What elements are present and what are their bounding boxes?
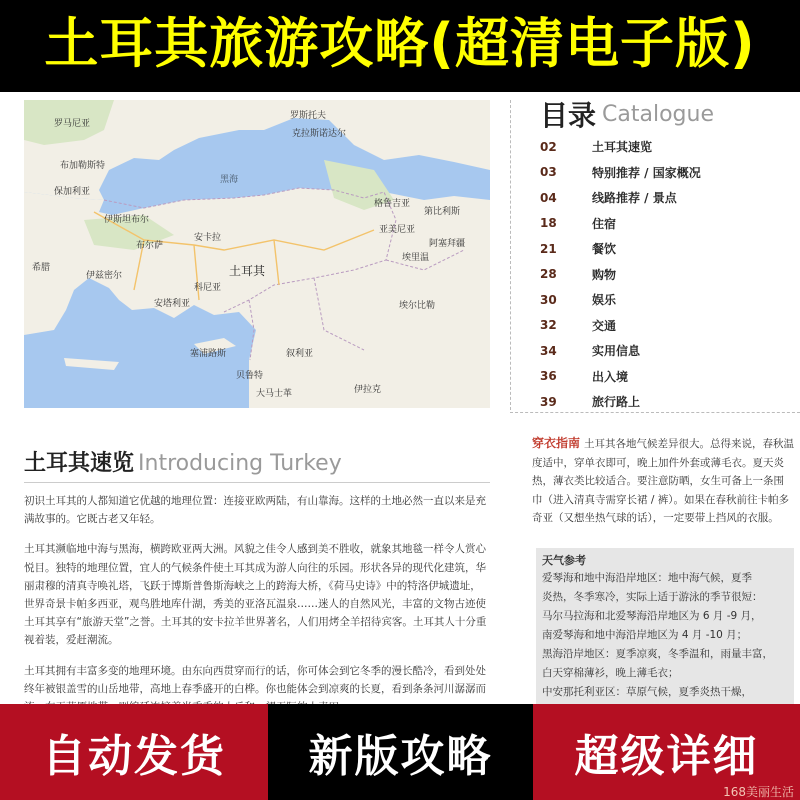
map-label-damascus: 大马士革 — [256, 389, 293, 399]
intro-body — [24, 492, 490, 704]
auto-delivery-label: 自动发货 — [0, 704, 268, 800]
weather-line: 白天穿棉薄衫，晚上薄毛衣； — [542, 667, 679, 679]
catalogue-page: 02 — [540, 139, 557, 154]
map-label-turkey: 土耳其 — [229, 264, 266, 278]
bottom-bar — [0, 704, 800, 800]
catalogue-title: 土耳其速览 — [592, 140, 653, 155]
intro-title-zh: 土耳其速览 — [24, 451, 135, 476]
map-label-armenia: 亚美尼亚 — [379, 225, 416, 235]
catalogue-page: 34 — [540, 343, 557, 358]
catalogue-item[interactable] — [540, 160, 790, 186]
catalogue-heading — [540, 94, 714, 134]
catalogue-item[interactable] — [540, 313, 790, 339]
map-label-azerbaijan: 阿塞拜疆 — [429, 239, 466, 249]
weather-title: 天气参考 — [542, 554, 586, 567]
weather-line: 马尔马拉海和北爱琴海沿岸地区为 6 月 -9 月， — [542, 610, 762, 622]
map-label-bucharest: 布加勒斯特 — [60, 161, 106, 171]
map-land-crete — [64, 358, 119, 370]
column-divider — [510, 100, 511, 410]
top-banner — [0, 0, 800, 92]
banner-title: 土耳其旅游攻略(超清电子版) — [44, 12, 756, 75]
intro-title-en: Introducing Turkey — [138, 451, 342, 476]
intro-paragraph: 初识土耳其的人都知道它优越的地理位置：连接亚欧两陆，有山靠海。这样的土地必然一直以来是充满故事的。它既古老又年轻。 — [24, 495, 486, 526]
map-label-antalya: 安塔利亚 — [154, 299, 191, 309]
catalogue-list — [540, 134, 790, 415]
catalogue-title: 餐饮 — [592, 242, 617, 257]
map-label-greece: 希腊 — [32, 263, 51, 273]
map-label-romania: 罗马尼亚 — [54, 119, 91, 129]
weather-line: 中安那托利亚区：草原气候，夏季炎热干燥， — [542, 686, 752, 698]
map-label-bursa: 布尔萨 — [136, 241, 164, 251]
catalogue-title: 出入境 — [592, 369, 629, 384]
map-label-ankara: 安卡拉 — [194, 233, 222, 243]
catalogue-page: 39 — [540, 394, 557, 409]
map-label-blacksea: 黑海 — [220, 175, 239, 185]
weather-line: 南爱琴海和地中海沿岸地区为 4 月 -10 月； — [542, 629, 748, 641]
catalogue-page: 21 — [540, 241, 557, 256]
map-label-bulgaria: 保加利亚 — [54, 187, 91, 197]
intro-rule — [24, 482, 490, 483]
catalogue-title-zh: 目录 — [540, 99, 597, 132]
map-label-rostov: 罗斯托夫 — [290, 111, 327, 121]
catalogue-title: 线路推荐 / 景点 — [592, 191, 677, 206]
catalogue-title-en: Catalogue — [602, 101, 714, 127]
guide-text: 土耳其各地气候差异很大。总得来说，春秋温度适中，穿单衣即可，晚上加件外套或薄毛衣。夏天炎热，薄衣类比较适合。要注意防晒，女生可备上一条围巾（进入清真寺需穿长裙 / 裤）。如果在春秋前往卡帕多奇亚（又想坐热气球的话），一定要带上挡风的衣服。 — [532, 438, 795, 524]
map-label-yerevan: 埃里温 — [402, 253, 430, 263]
catalogue-title: 交通 — [592, 318, 617, 333]
catalogue-page: 32 — [540, 318, 557, 333]
map-label-syria: 叙利亚 — [286, 349, 314, 359]
catalogue-item[interactable] — [540, 262, 790, 288]
catalogue-item[interactable] — [540, 338, 790, 364]
weather-box — [536, 548, 794, 704]
intro-paragraph: 土耳其濒临地中海与黑海，横跨欧亚两大洲。风貌之佳令人感到美不胜收，就象其地毯一样令人赏心悦目。独特的地理位置，宜人的气候条件使土耳其成为游人向往的乐园。形状各异的现代化建筑，华丽肃穆的清真寺唤礼塔，飞跃于博斯普鲁斯海峡之上的跨海大桥，《荷马史诗》中的特洛伊城遗址，世界奇景卡帕多西亚，观鸟胜地库什湖，秀美的亚洛瓦温泉……迷人的自然风光，丰富的文物古迹使土耳其享有“旅游天堂”之誉。土耳其的安卡拉羊世界著名，人们用烤全羊招待宾客。土耳其人十分重视着装，爱赶潮流。 — [24, 543, 487, 647]
weather-line: 炎热，冬季寒冷，实际上适于游泳的季节很短： — [542, 591, 763, 603]
catalogue-page: 28 — [540, 267, 557, 282]
intro-paragraph: 土耳其拥有丰富多变的地理环境。由东向西贯穿而行的话，你可体会到它冬季的漫长酷冷，看到处处终年被银盖雪的山岳地带，高地上春季盛开的白桦。你也能体会到凉爽的长夏，看到条条河川潺潺而 — [24, 664, 486, 695]
map-label-konya: 科尼亚 — [194, 283, 222, 293]
map-label-istanbul: 伊斯坦布尔 — [104, 215, 150, 225]
catalogue-title: 实用信息 — [592, 344, 641, 359]
catalogue-title: 娱乐 — [592, 293, 617, 308]
super-detailed-label: 超级详细 — [533, 704, 800, 800]
map-label-izmir: 伊兹密尔 — [86, 271, 123, 281]
catalogue-item[interactable] — [540, 287, 790, 313]
catalogue-title: 住宿 — [592, 216, 617, 231]
weather-line: 黑海沿岸地区：夏季凉爽，冬季温和，雨量丰富， — [542, 648, 773, 660]
catalogue-title: 旅行路上 — [592, 395, 641, 410]
catalogue-item[interactable] — [540, 364, 790, 390]
guide-title: 穿衣指南 — [532, 436, 581, 450]
catalogue-page: 18 — [540, 216, 557, 231]
catalogue-item[interactable] — [540, 134, 790, 160]
catalogue-page: 03 — [540, 165, 557, 180]
turkey-map — [24, 100, 490, 408]
catalogue-item[interactable] — [540, 236, 790, 262]
clothing-guide — [532, 434, 794, 528]
catalogue-page: 36 — [540, 369, 557, 384]
catalogue-item[interactable] — [540, 211, 790, 237]
catalogue-title: 特别推荐 / 国家概况 — [592, 165, 701, 180]
map-label-beirut: 贝鲁特 — [236, 371, 264, 381]
watermark: 168美丽生活 — [723, 785, 794, 799]
catalogue-page: 30 — [540, 292, 557, 307]
map-label-erbil: 埃尔比勒 — [399, 301, 436, 311]
map-label-iraq: 伊拉克 — [354, 385, 382, 395]
map-label-krasnodar: 克拉斯诺达尔 — [292, 129, 347, 139]
catalogue-item[interactable] — [540, 185, 790, 211]
map-label-cyprus: 塞浦路斯 — [190, 349, 227, 359]
intro-heading — [24, 446, 342, 477]
catalogue-title: 购物 — [592, 267, 617, 282]
new-edition-label: 新版攻略 — [268, 704, 533, 800]
catalogue-item[interactable] — [540, 389, 790, 415]
map-label-georgia: 格鲁吉亚 — [374, 199, 411, 209]
weather-line: 爱琴海和地中海沿岸地区：地中海气候，夏季 — [542, 572, 752, 584]
catalogue-page: 04 — [540, 190, 557, 205]
map-label-tbilisi: 第比利斯 — [424, 207, 461, 217]
